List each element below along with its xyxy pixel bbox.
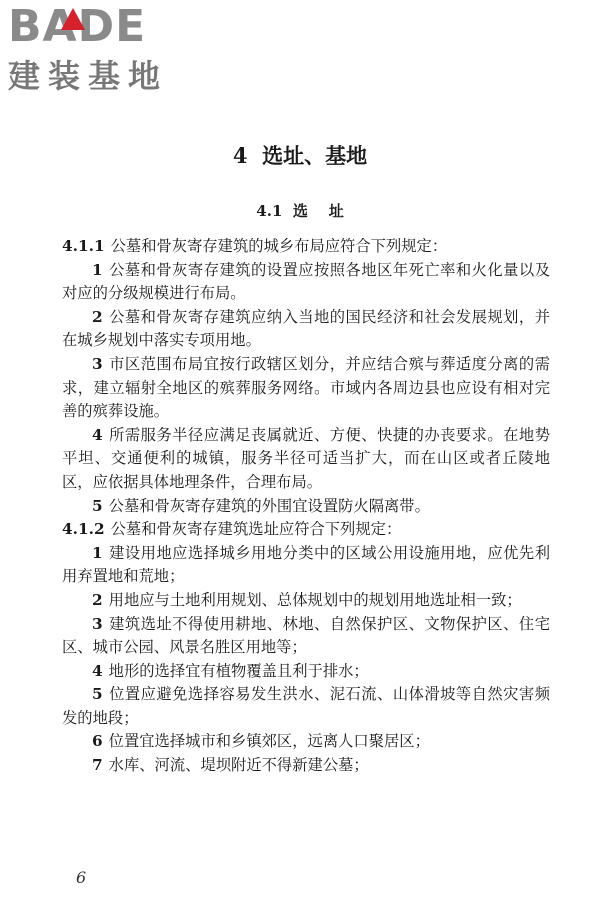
- clause-number: 2: [92, 590, 103, 609]
- paragraph: [62, 730, 550, 754]
- clause-number: 1: [92, 260, 103, 279]
- paragraph: [62, 542, 550, 589]
- paragraph: [62, 495, 550, 519]
- clause-number: 5: [92, 496, 103, 515]
- paragraph: [62, 353, 550, 424]
- clause-number: 2: [92, 307, 103, 326]
- paragraph: [62, 754, 550, 778]
- clause-number: 4: [92, 425, 103, 444]
- section-title: 4.1 选 址: [256, 202, 344, 220]
- paragraph: [62, 660, 550, 684]
- clause-number: 3: [92, 614, 103, 633]
- body-text: [62, 235, 550, 778]
- clause-number: 3: [92, 354, 103, 373]
- clause-text: 水库、河流、堤坝附近不得新建公墓；: [108, 756, 369, 775]
- clause-number: 1: [92, 543, 103, 562]
- chapter-title: 4 选址、基地: [232, 143, 368, 168]
- clause-number: 5: [92, 685, 103, 704]
- clause-text: 位置应避免选择容易发生洪水、泥石流、山体滑坡等自然灾害频发的地段；: [62, 685, 550, 727]
- clause-number: 4.1.1: [62, 237, 105, 255]
- paragraph: [62, 518, 550, 542]
- logo-latin: BADE: [8, 1, 147, 52]
- clause-text: 用地应与土地利用规划、总体规划中的规划用地选址相一致；: [108, 590, 522, 609]
- clause-text: 公墓和骨灰寄存建筑的设置应按照各地区年死亡率和火化量以及对应的分级规模进行布局。: [62, 260, 550, 303]
- clause-text: 所需服务半径应满足丧属就近、方便、快捷的办丧要求。在地势平坦、交通便利的城镇，服务半径可适当扩大，而在山区或者丘陵地区，应依据具体地理条件，合理布局。: [62, 425, 550, 491]
- clause-number: 7: [92, 756, 103, 775]
- paragraph: [62, 589, 550, 613]
- clause-number: 4: [92, 661, 103, 680]
- logo-chinese: 建装基地: [8, 57, 169, 95]
- paragraph: [62, 235, 550, 259]
- logo: [8, 2, 178, 97]
- paragraph: [62, 306, 550, 353]
- clause-text: 地形的选择宜有植物覆盖且利于排水；: [108, 661, 369, 680]
- paragraph: [62, 424, 550, 495]
- clause-text: 公墓和骨灰寄存建筑的城乡布局应符合下列规定：: [110, 237, 448, 255]
- clause-text: 公墓和骨灰寄存建筑的外围宜设置防火隔离带。: [108, 496, 430, 515]
- clause-number: 6: [92, 732, 103, 751]
- clause-text: 公墓和骨灰寄存建筑应纳入当地的国民经济和社会发展规划，并在城乡规划中落实专项用地。: [62, 307, 550, 350]
- clause-text: 市区范围布局宜按行政辖区划分，并应结合殡与葬适度分离的需求，建立辐射全地区的殡葬服务网络。市域内各周边县也应设有相对完善的殡葬设施。: [62, 354, 550, 421]
- paragraph: [62, 613, 550, 660]
- clause-text: 公墓和骨灰寄存建筑选址应符合下列规定：: [110, 520, 402, 539]
- clause-text: 位置宜选择城市和乡镇郊区，远离人口聚居区；: [108, 732, 430, 751]
- paragraph: [62, 259, 550, 306]
- clause-text: 建设用地应选择城乡用地分类中的区域公用设施用地，应优先利用弃置地和荒地；: [62, 543, 550, 586]
- page-number: 6: [76, 868, 87, 887]
- paragraph: [62, 683, 550, 730]
- clause-text: 建筑选址不得使用耕地、林地、自然保护区、文物保护区、住宅区、城市公园、风景名胜区用地等；: [62, 614, 550, 657]
- clause-number: 4.1.2: [62, 520, 105, 539]
- logo-triangle-icon: [61, 8, 85, 30]
